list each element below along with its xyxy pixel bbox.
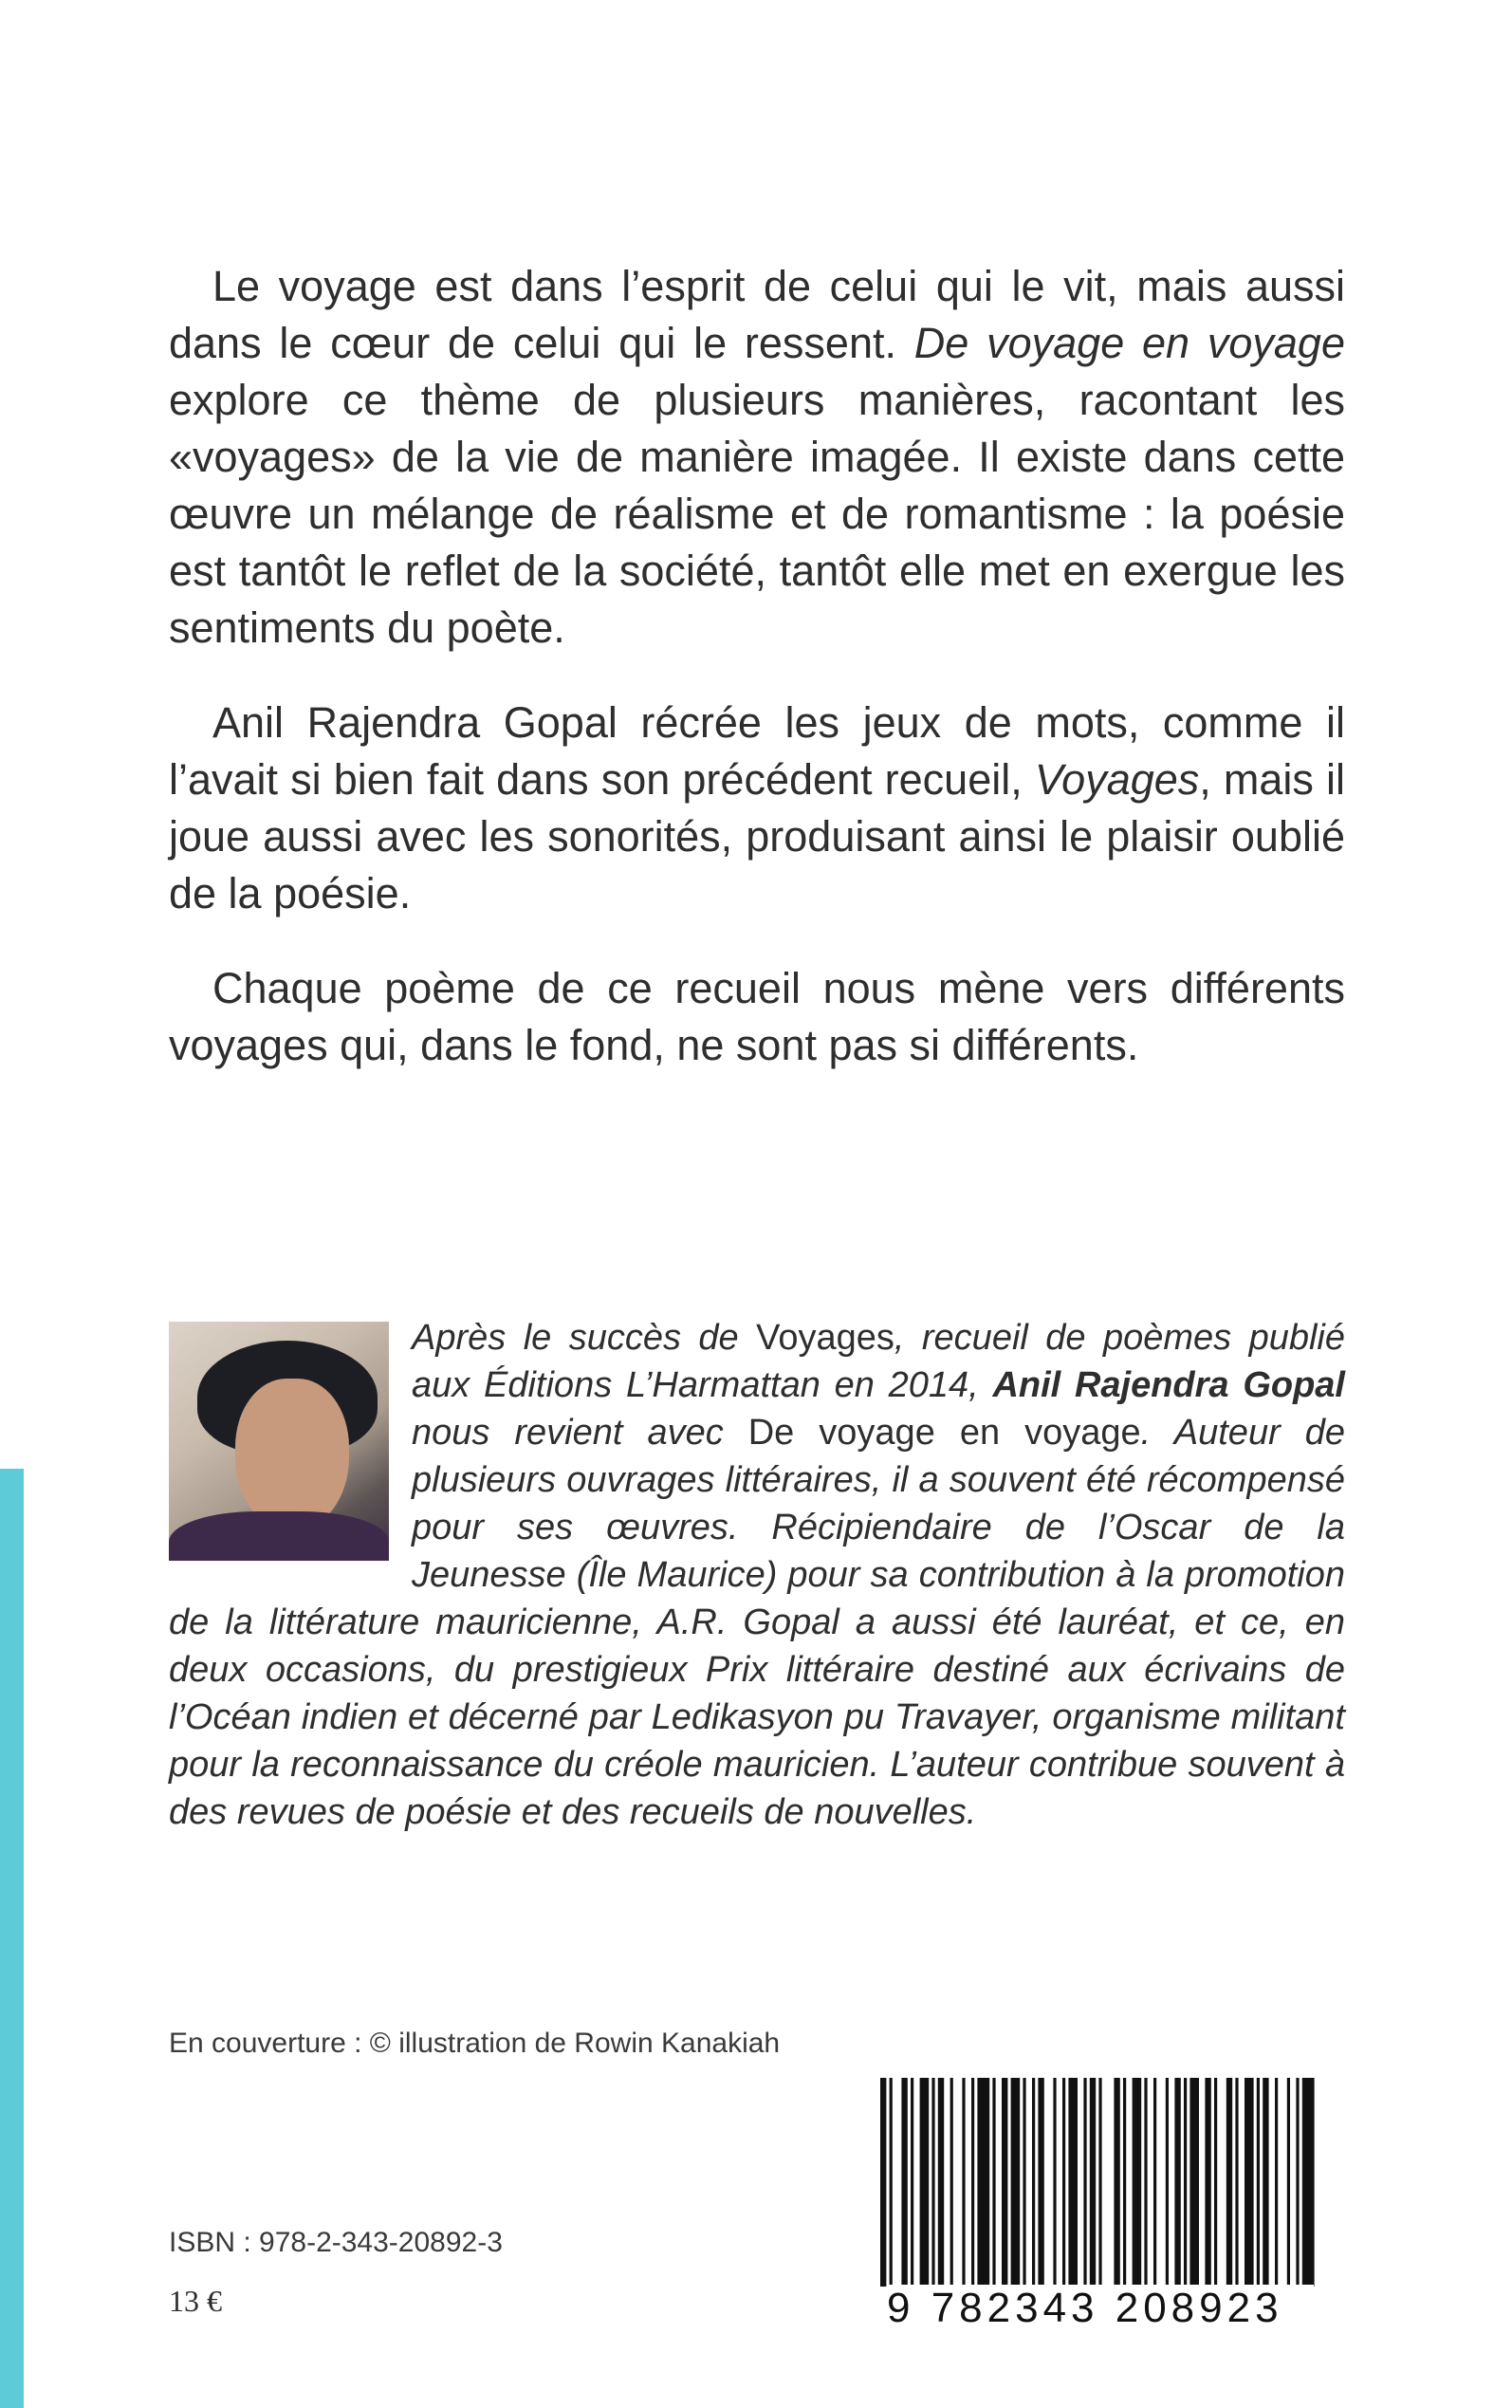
- barcode-bar: [962, 2078, 965, 2287]
- barcode-bar: [1144, 2078, 1147, 2287]
- barcode-bar: [1032, 2078, 1035, 2287]
- barcode-bar: [1038, 2078, 1043, 2287]
- barcode-bar: [1114, 2078, 1119, 2287]
- barcode-bar: [1153, 2078, 1156, 2287]
- barcode-bar: [1245, 2078, 1254, 2287]
- barcode-bar: [1189, 2078, 1199, 2287]
- price: 13 €: [169, 2284, 222, 2318]
- blurb-paragraph-3: Chaque poème de ce recueil nous mène vers différents voyages qui, dans le fond, ne sont pas si différents.: [169, 964, 1345, 1069]
- barcode-bar: [1098, 2078, 1101, 2287]
- barcode-bar: [1068, 2078, 1078, 2287]
- barcode-bar: [992, 2078, 995, 2287]
- barcode-bar: [1011, 2078, 1021, 2287]
- author-name: Anil Rajendra Gopal: [992, 1365, 1345, 1405]
- previous-book-title: Voyages: [1034, 755, 1200, 804]
- barcode-bar: [1083, 2078, 1086, 2287]
- barcode-bar: [1090, 2078, 1096, 2287]
- barcode-bar: [977, 2078, 989, 2287]
- cover-credit: En couverture : © illustration de Rowin Kanakiah: [169, 2028, 781, 2059]
- barcode-bar: [1226, 2078, 1232, 2287]
- barcode-digits: 9 782343 208923: [887, 2285, 1314, 2332]
- barcode-bar: [1214, 2078, 1217, 2287]
- barcode-bar: [931, 2078, 934, 2287]
- side-stripe: [0, 1469, 24, 2408]
- barcode-bar: [1275, 2078, 1278, 2287]
- barcode-bar: [950, 2078, 953, 2287]
- barcode-bar: [880, 2078, 886, 2287]
- barcode-bar: [1257, 2078, 1260, 2287]
- barcode-bar: [1133, 2078, 1142, 2287]
- barcode-bar: [971, 2078, 974, 2287]
- barcode-bars: [873, 2078, 1318, 2287]
- barcode-bar: [1023, 2078, 1025, 2287]
- author-bio: Après le succès de Voyages, recueil de poèmes publié aux Éditions L’Harmattan en 2014, Anil Rajendra Gopal nous revient avec De voyage en voyage. Auteur de plusieurs ouvrages littéraires, il a souvent été récompensé pour ses œuvres. Récipiendaire de l’Oscar de la Jeunesse (Île Maurice) pour sa contribution à la promotion de la littérature mauricienne, A.R. Gopal a aussi été lauréat, et ce, en deux occasions, du prestigieux Prix littéraire destiné aux écrivains de l’Océan indien et décerné par Ledikasyon pu Travayer, organisme militant pour la reconnaissance du créole mauricien. L’auteur contribue souvent à des revues de poésie et des recueils de nouvelles.: [169, 1318, 1346, 1832]
- barcode-bar: [1166, 2078, 1169, 2287]
- barcode-bar: [1174, 2078, 1180, 2287]
- barcode-bar: [1287, 2078, 1290, 2287]
- back-cover-blurb: [169, 258, 1345, 1112]
- barcode-bar: [1296, 2078, 1299, 2287]
- author-photo: [169, 1322, 389, 1561]
- barcode-bar: [911, 2078, 913, 2287]
- barcode-bar: [1302, 2078, 1315, 2287]
- barcode-bar: [920, 2078, 930, 2287]
- barcode-bar: [1263, 2078, 1268, 2287]
- barcode-bar: [1002, 2078, 1007, 2287]
- barcode-bar: [901, 2078, 907, 2287]
- isbn: ISBN : 978-2-343-20892-3: [169, 2227, 503, 2258]
- barcode-bar: [1123, 2078, 1126, 2287]
- barcode-bar: [938, 2078, 944, 2287]
- barcode-bar: [1184, 2078, 1187, 2287]
- barcode-bar: [1235, 2078, 1238, 2287]
- barcode-bar: [1053, 2078, 1056, 2287]
- barcode-bar: [1062, 2078, 1065, 2287]
- book-title: De voyage en voyage: [913, 319, 1345, 367]
- blurb-paragraph-2: Anil Rajendra Gopal récrée les jeux de mots, comme il l’avait si bien fait dans son précédent recueil, Voyages, mais il joue aussi avec les sonorités, produisant ainsi le plaisir oublié de la poésie.: [169, 698, 1345, 917]
- barcode-bar: [1205, 2078, 1210, 2287]
- blurb-paragraph-1: Le voyage est dans l’esprit de celui qui le vit, mais aussi dans le cœur de celui qui le ressent. De voyage en voyage explore ce thème de plusieurs manières, racontant les «voyages» de la vie de manière imagée. Il existe dans cette œuvre un mélange de réalisme et de romantisme : la poésie est tantôt le reflet de la société, tantôt elle met en exergue les sentiments du poète.: [169, 262, 1345, 652]
- barcode-bar: [890, 2078, 893, 2287]
